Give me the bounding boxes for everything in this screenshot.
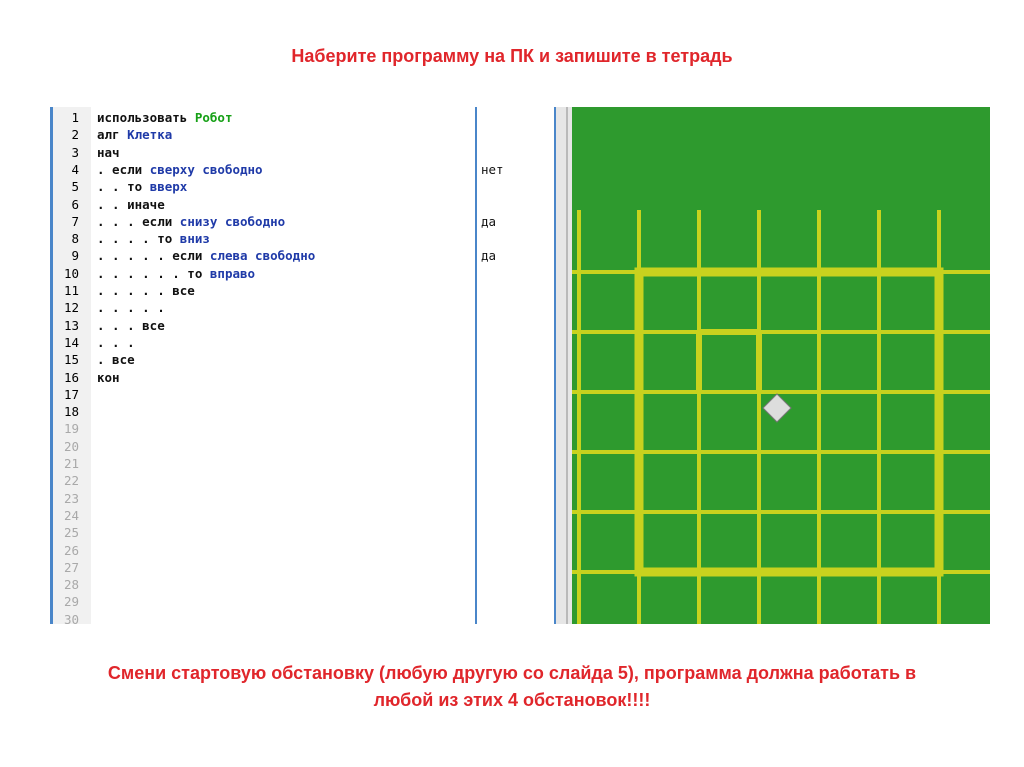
robot-field-canvas bbox=[572, 107, 990, 624]
keyword-token: . . . . . . то bbox=[97, 265, 210, 281]
line-number: 24 bbox=[63, 507, 79, 523]
line-number: 11 bbox=[63, 283, 79, 298]
line-number: 4 bbox=[71, 161, 79, 177]
keyword-token: . все bbox=[97, 352, 135, 368]
keyword-token: . . . если bbox=[97, 213, 180, 229]
task-note-line-1: Смени стартовую обстановку (любую другую со слайда 5), программа должна работать в bbox=[107, 663, 917, 683]
editor-right-border bbox=[475, 107, 477, 624]
line-number: 29 bbox=[63, 594, 79, 610]
keyword-token: кон bbox=[97, 369, 120, 385]
keyword-token: . . . . . bbox=[97, 300, 165, 316]
line-number: 15 bbox=[63, 352, 79, 368]
condition-result: нет bbox=[481, 161, 504, 177]
code-text bbox=[97, 144, 120, 161]
code-text bbox=[97, 265, 255, 282]
keyword-token: . . . . то bbox=[97, 231, 180, 247]
code-text bbox=[97, 178, 187, 195]
code-text bbox=[97, 351, 135, 368]
code-text bbox=[97, 247, 315, 264]
line-number: 26 bbox=[63, 542, 79, 558]
code-text bbox=[97, 196, 165, 213]
robot-field bbox=[572, 107, 990, 624]
code-editor[interactable] bbox=[50, 107, 478, 627]
keyword-token: нач bbox=[97, 144, 120, 160]
code-text bbox=[97, 317, 165, 334]
code-text bbox=[97, 213, 285, 230]
code-text bbox=[97, 230, 210, 247]
keyword-token: . . . . . все bbox=[97, 283, 195, 298]
line-number: 18 bbox=[63, 404, 79, 420]
line-number: 9 bbox=[71, 248, 79, 264]
line-number: 30 bbox=[63, 611, 79, 627]
line-number: 22 bbox=[63, 473, 79, 489]
line-number: 27 bbox=[63, 559, 79, 575]
line-number: 16 bbox=[63, 369, 79, 385]
code-text bbox=[97, 109, 232, 126]
line-number: 2 bbox=[71, 127, 79, 143]
identifier-token: слева свободно bbox=[209, 248, 316, 264]
splitter-line bbox=[566, 107, 568, 624]
line-number: 28 bbox=[63, 577, 79, 593]
line-number: 20 bbox=[63, 438, 79, 454]
task-note-line-2: любой из этих 4 обстановок!!!! bbox=[373, 690, 651, 710]
slide-title: Наберите программу на ПК и запишите в тетрадь bbox=[291, 46, 733, 66]
line-number: 17 bbox=[63, 386, 79, 402]
identifier-token: вправо bbox=[209, 265, 256, 281]
line-number: 25 bbox=[63, 525, 79, 541]
line-number: 1 bbox=[71, 110, 79, 125]
line-number: 12 bbox=[63, 300, 79, 316]
keyword-token: . если bbox=[97, 161, 150, 177]
splitter-bar[interactable] bbox=[556, 107, 572, 624]
code-text bbox=[97, 282, 195, 299]
condition-result: да bbox=[481, 248, 497, 264]
line-number: 10 bbox=[63, 265, 79, 281]
line-number: 19 bbox=[63, 421, 79, 437]
code-text bbox=[97, 299, 165, 316]
identifier-token: снизу свободно bbox=[179, 213, 286, 229]
line-number: 8 bbox=[71, 231, 79, 247]
line-number: 6 bbox=[71, 196, 79, 212]
keyword-token: . . . все bbox=[97, 317, 165, 333]
line-number: 7 bbox=[71, 213, 79, 229]
module-token: Робот bbox=[194, 110, 233, 125]
code-text bbox=[97, 126, 172, 143]
identifier-token: сверху свободно bbox=[149, 161, 263, 177]
code-text bbox=[97, 161, 263, 178]
keyword-token: использовать bbox=[97, 110, 195, 125]
code-text bbox=[97, 334, 135, 351]
line-number: 14 bbox=[63, 334, 79, 350]
line-number: 3 bbox=[71, 144, 79, 160]
keyword-token: алг bbox=[97, 127, 128, 143]
keyword-token: . . . . . если bbox=[97, 248, 210, 264]
keyword-token: . . иначе bbox=[97, 196, 165, 212]
condition-result: да bbox=[481, 213, 497, 229]
identifier-token: Клетка bbox=[127, 127, 173, 143]
code-text bbox=[97, 369, 120, 386]
identifier-token: вниз bbox=[179, 231, 210, 247]
task-note bbox=[0, 660, 1024, 714]
identifier-token: вверх bbox=[149, 179, 188, 195]
keyword-token: . . то bbox=[97, 179, 150, 195]
line-number: 13 bbox=[63, 317, 79, 333]
keyword-token: . . . bbox=[97, 334, 135, 350]
line-number: 23 bbox=[63, 490, 79, 506]
line-number: 5 bbox=[71, 179, 79, 195]
line-number: 21 bbox=[63, 456, 79, 471]
